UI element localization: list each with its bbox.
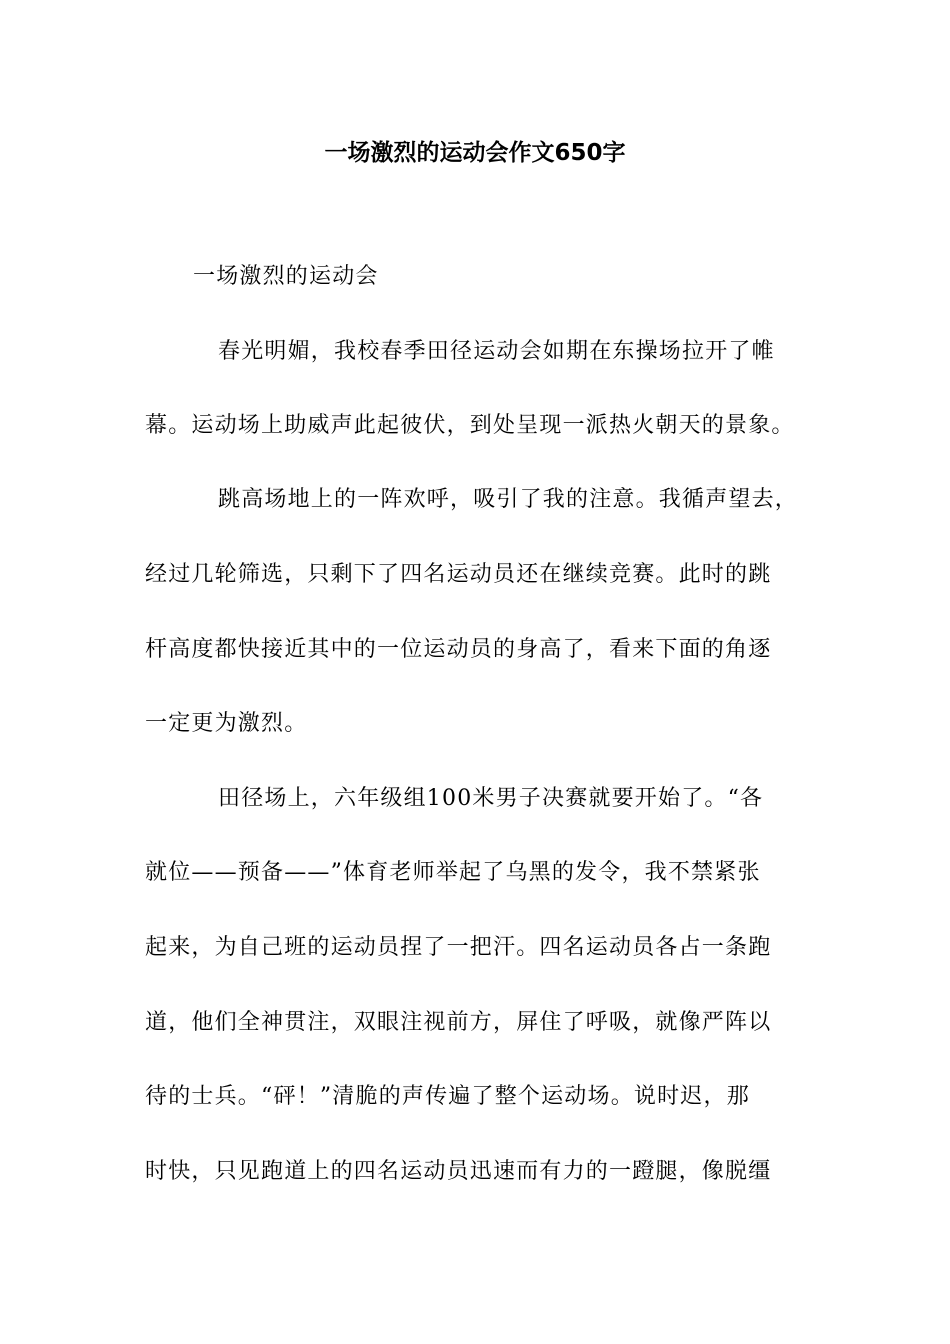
document-title: 一场激烈的运动会作文650字	[324, 140, 626, 166]
paragraph-line: 幕。运动场上助威声此起彼伏，到处呈现一派热火朝天的景象。	[145, 413, 795, 438]
paragraph-line: 跳高场地上的一阵欢呼，吸引了我的注意。我循声望去，	[218, 487, 799, 512]
paragraph-line: 杆高度都快接近其中的一位运动员的身高了，看来下面的角逐	[145, 637, 772, 662]
document-subtitle: 一场激烈的运动会	[193, 264, 379, 289]
paragraph-line: 春光明媚，我校春季田径运动会如期在东操场拉开了帷	[218, 339, 775, 364]
paragraph-line: 就位——预备——”体育老师举起了乌黑的发令，我不禁紧张	[145, 860, 761, 885]
paragraph-line: 待的士兵。“砰！”清脆的声传遍了整个运动场。说时迟，那	[145, 1084, 750, 1109]
paragraph-line: 道，他们全神贯注，双眼注视前方，屏住了呼吸，就像严阵以	[145, 1010, 772, 1035]
paragraph-line: 时快，只见跑道上的四名运动员迅速而有力的一蹬腿，像脱缰	[145, 1159, 772, 1184]
paragraph-line: 一定更为激烈。	[145, 711, 308, 736]
paragraph-line: 经过几轮筛选，只剩下了四名运动员还在继续竞赛。此时的跳	[145, 562, 772, 587]
paragraph-line: 田径场上，六年级组100米男子决赛就要开始了。“各	[218, 786, 764, 811]
paragraph-line: 起来，为自己班的运动员捏了一把汗。四名运动员各占一条跑	[145, 935, 772, 960]
